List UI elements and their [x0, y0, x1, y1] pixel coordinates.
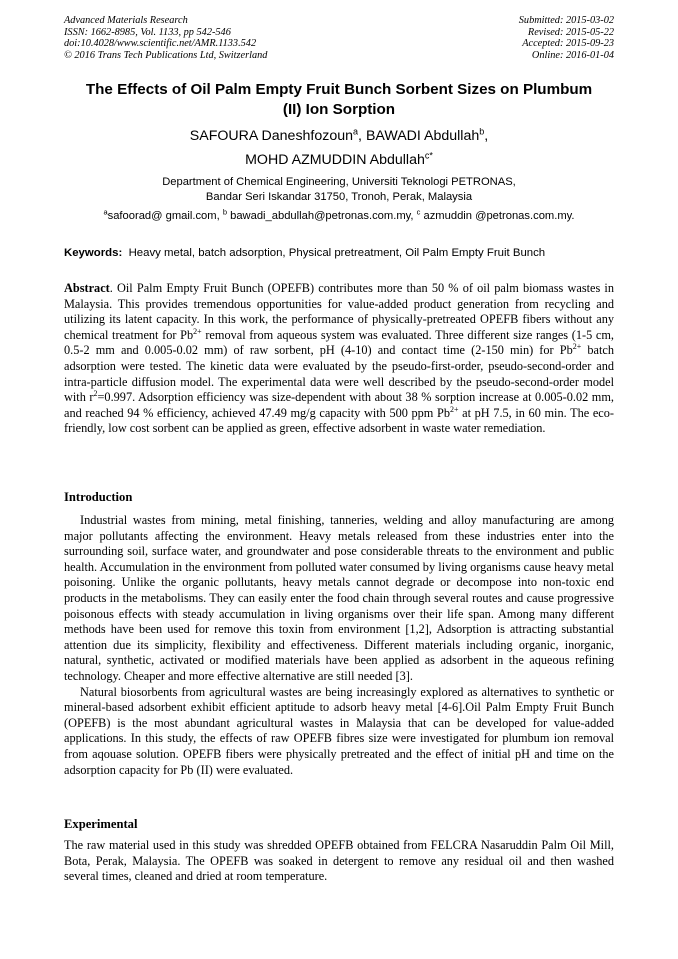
email-b-mark: b — [222, 207, 227, 217]
abstract-sup-1: 2+ — [193, 326, 202, 336]
author-1: SAFOURA Daneshfozoun — [189, 128, 354, 144]
abstract-text-1: . Oil Palm Empty Fruit Bunch (OPEFB) contributes more than 50 % of oil palm biomass wastes in Malaysia. This provides tremendous opportunities for value-added product generation from recycling and utilizing its latent capacity. In this work, the performance of physically-pretreated OPEFB fibers without any chemical treatment for Pb — [64, 281, 614, 342]
journal-name: Advanced Materials Research — [64, 15, 188, 26]
submitted-date: Submitted: 2015-03-02 — [518, 15, 614, 26]
email-a[interactable]: safoorad@ gmail.com — [107, 210, 217, 222]
author-3-mark: c* — [424, 150, 433, 161]
author-1-mark: a — [353, 126, 359, 137]
author-2-mark: b — [479, 126, 485, 137]
abstract-text-5: at pH 7.5, in 60 min. The eco-friendly, low cost sorbent can be applied as green, effective adsorbent in waste water remediation. — [64, 405, 614, 436]
email-b[interactable]: bawadi_abdullah@petronas.com.my — [230, 210, 411, 222]
title-line-1: The Effects of Oil Palm Empty Fruit Bunch Sorbent Sizes on Plumbum — [85, 81, 593, 98]
accepted-date: Accepted: 2015-09-23 — [522, 38, 614, 50]
author-3: MOHD AZMUDDIN Abdullah — [245, 152, 425, 168]
issn-line: ISSN: 1662-8985, Vol. 1133, pp 542-546 — [64, 26, 231, 38]
abstract-paragraph — [64, 281, 614, 437]
abstract-sup-3: 2 — [93, 389, 98, 399]
revised-date: Revised: 2015-05-22 — [527, 26, 614, 38]
doi-line: doi:10.4028/www.scientific.net/AMR.1133.542 — [64, 38, 257, 50]
authors-line-2 — [50, 148, 628, 172]
abstract-text-2: removal from aqueous system was evaluated. Three different size ranges (1-5 cm, 0.5-2 mm and 0.005-0.02 mm) of raw sorbent, pH (4-10) and contact time (2-150 min) for Pb — [64, 327, 615, 358]
keywords-text: Heavy metal, batch adsorption, Physical pretreatment, Oil Palm Empty Fruit Bunch — [128, 247, 546, 259]
online-date: Online: 2016-01-04 — [531, 49, 614, 61]
introduction-section — [64, 513, 614, 778]
abstract-label: Abstract — [64, 281, 110, 295]
affiliation-line-1: Department of Chemical Engineering, Universiti Teknologi PETRONAS, — [162, 176, 516, 188]
affiliation — [50, 175, 628, 205]
experimental-paragraph-1: The raw material used in this study was shredded OPEFB obtained from FELCRA Nasaruddin Palm Oil Mill, Bota, Perak, Malaysia. The OPEFB was soaked in detergent to remove any residual oil and then washed several times, cleaned and dried at room temperature. — [64, 838, 614, 884]
title-line-2: (II) Ion Sorption — [282, 101, 396, 118]
author-emails: $^a$safoorad@ gmail.com, $^b$ bawadi_abdullah@petronas.com.my, $^c$ azmuddin @petronas.com.my. — [103, 207, 575, 222]
copyright-line: © 2016 Trans Tech Publications Ltd, Switzerland — [64, 49, 268, 61]
abstract-sup-4: 2+ — [450, 404, 459, 414]
email-c-mark: c — [416, 207, 421, 217]
introduction-paragraph-1: Industrial wastes from mining, metal finishing, tanneries, welding and alloy manufacturing are among major pollutants affecting the environment. Heavy metals released from these industries enter into the surrounding soil, surface water, and groundwater and pose considerable threats to the environment and public health. Accumulation in the environment from polluted water consumed by living organisms cause heavy metal poisoning. Unlike the organic pollutants, heavy metals cannot degrade or decompose into non-toxic end products in the metabolisms. They can easily enter the food chain through several routes and cause progressive poisonous effects with steady accumulation in living organisms over their life span. Among many different methods have been used for remove this toxin from environment [1,2], Adsorption is attracting substantial attention due its simplicity, flexibility and effectiveness. Different materials including organic, inorganic, natural, synthetic, activated or modified materials have been applied as adsorbent in the aqueous refining technology. Cheaper and more effective alternative are still needed [3]. — [64, 513, 614, 683]
introduction-heading: Introduction — [64, 490, 133, 504]
experimental-section — [64, 838, 614, 885]
author-2: BAWADI Abdullah — [365, 128, 480, 144]
authors-line-1: SAFOURA Daneshfozoun$^a$, BAWADI Abdullah$^b$, — [189, 126, 489, 144]
keywords-label: Keywords: — [64, 247, 123, 259]
experimental-heading: Experimental — [64, 817, 138, 831]
abstract-section — [64, 281, 614, 437]
email-a-mark: a — [103, 207, 108, 217]
abstract-text-3: batch adsorption were tested. The kinetic data were evaluated by the pseudo-first-order, pseudo-second-order and intra-particle diffusion model. The experimental data were well described by the pseudo-second-order model with r — [64, 343, 614, 405]
journal-header-right — [519, 15, 614, 61]
affiliation-line-2: Bandar Seri Iskandar 31750, Tronoh, Perak, Malaysia — [205, 191, 473, 203]
abstract-sup-2: 2+ — [572, 342, 582, 352]
author-list — [50, 124, 628, 172]
journal-header-left — [64, 15, 267, 61]
keywords — [64, 246, 624, 261]
paper-title — [50, 80, 628, 120]
introduction-paragraph-2: Natural biosorbents from agricultural wastes are being increasingly explored as alternatives to synthetic or mineral-based adsorbent exhibit efficient aptitude to adsorb heavy metal [4-6].Oil Palm Empty Fruit Bunch (OPEFB) is the most abundant agricultural wastes in Malaysia that can be developed for value-added applications. In this study, the effects of raw OPEFB fibres size were investigated for plumbum ion removal from aqouase solution. OPEFB fibers were physically pretreated and the effect of initial pH and time on the adsorption capacity for Pb (II) were evaluated. — [64, 684, 614, 777]
email-c[interactable]: azmuddin @petronas.com.my. — [423, 210, 575, 222]
abstract-text-4: =0.997. Adsorption efficiency was size-dependent with about 38 % sorption increase at 0.005-0.02 mm, and reached 94 % efficiency, achieved 47.49 mg/g capacity with 500 ppm Pb — [64, 390, 615, 420]
